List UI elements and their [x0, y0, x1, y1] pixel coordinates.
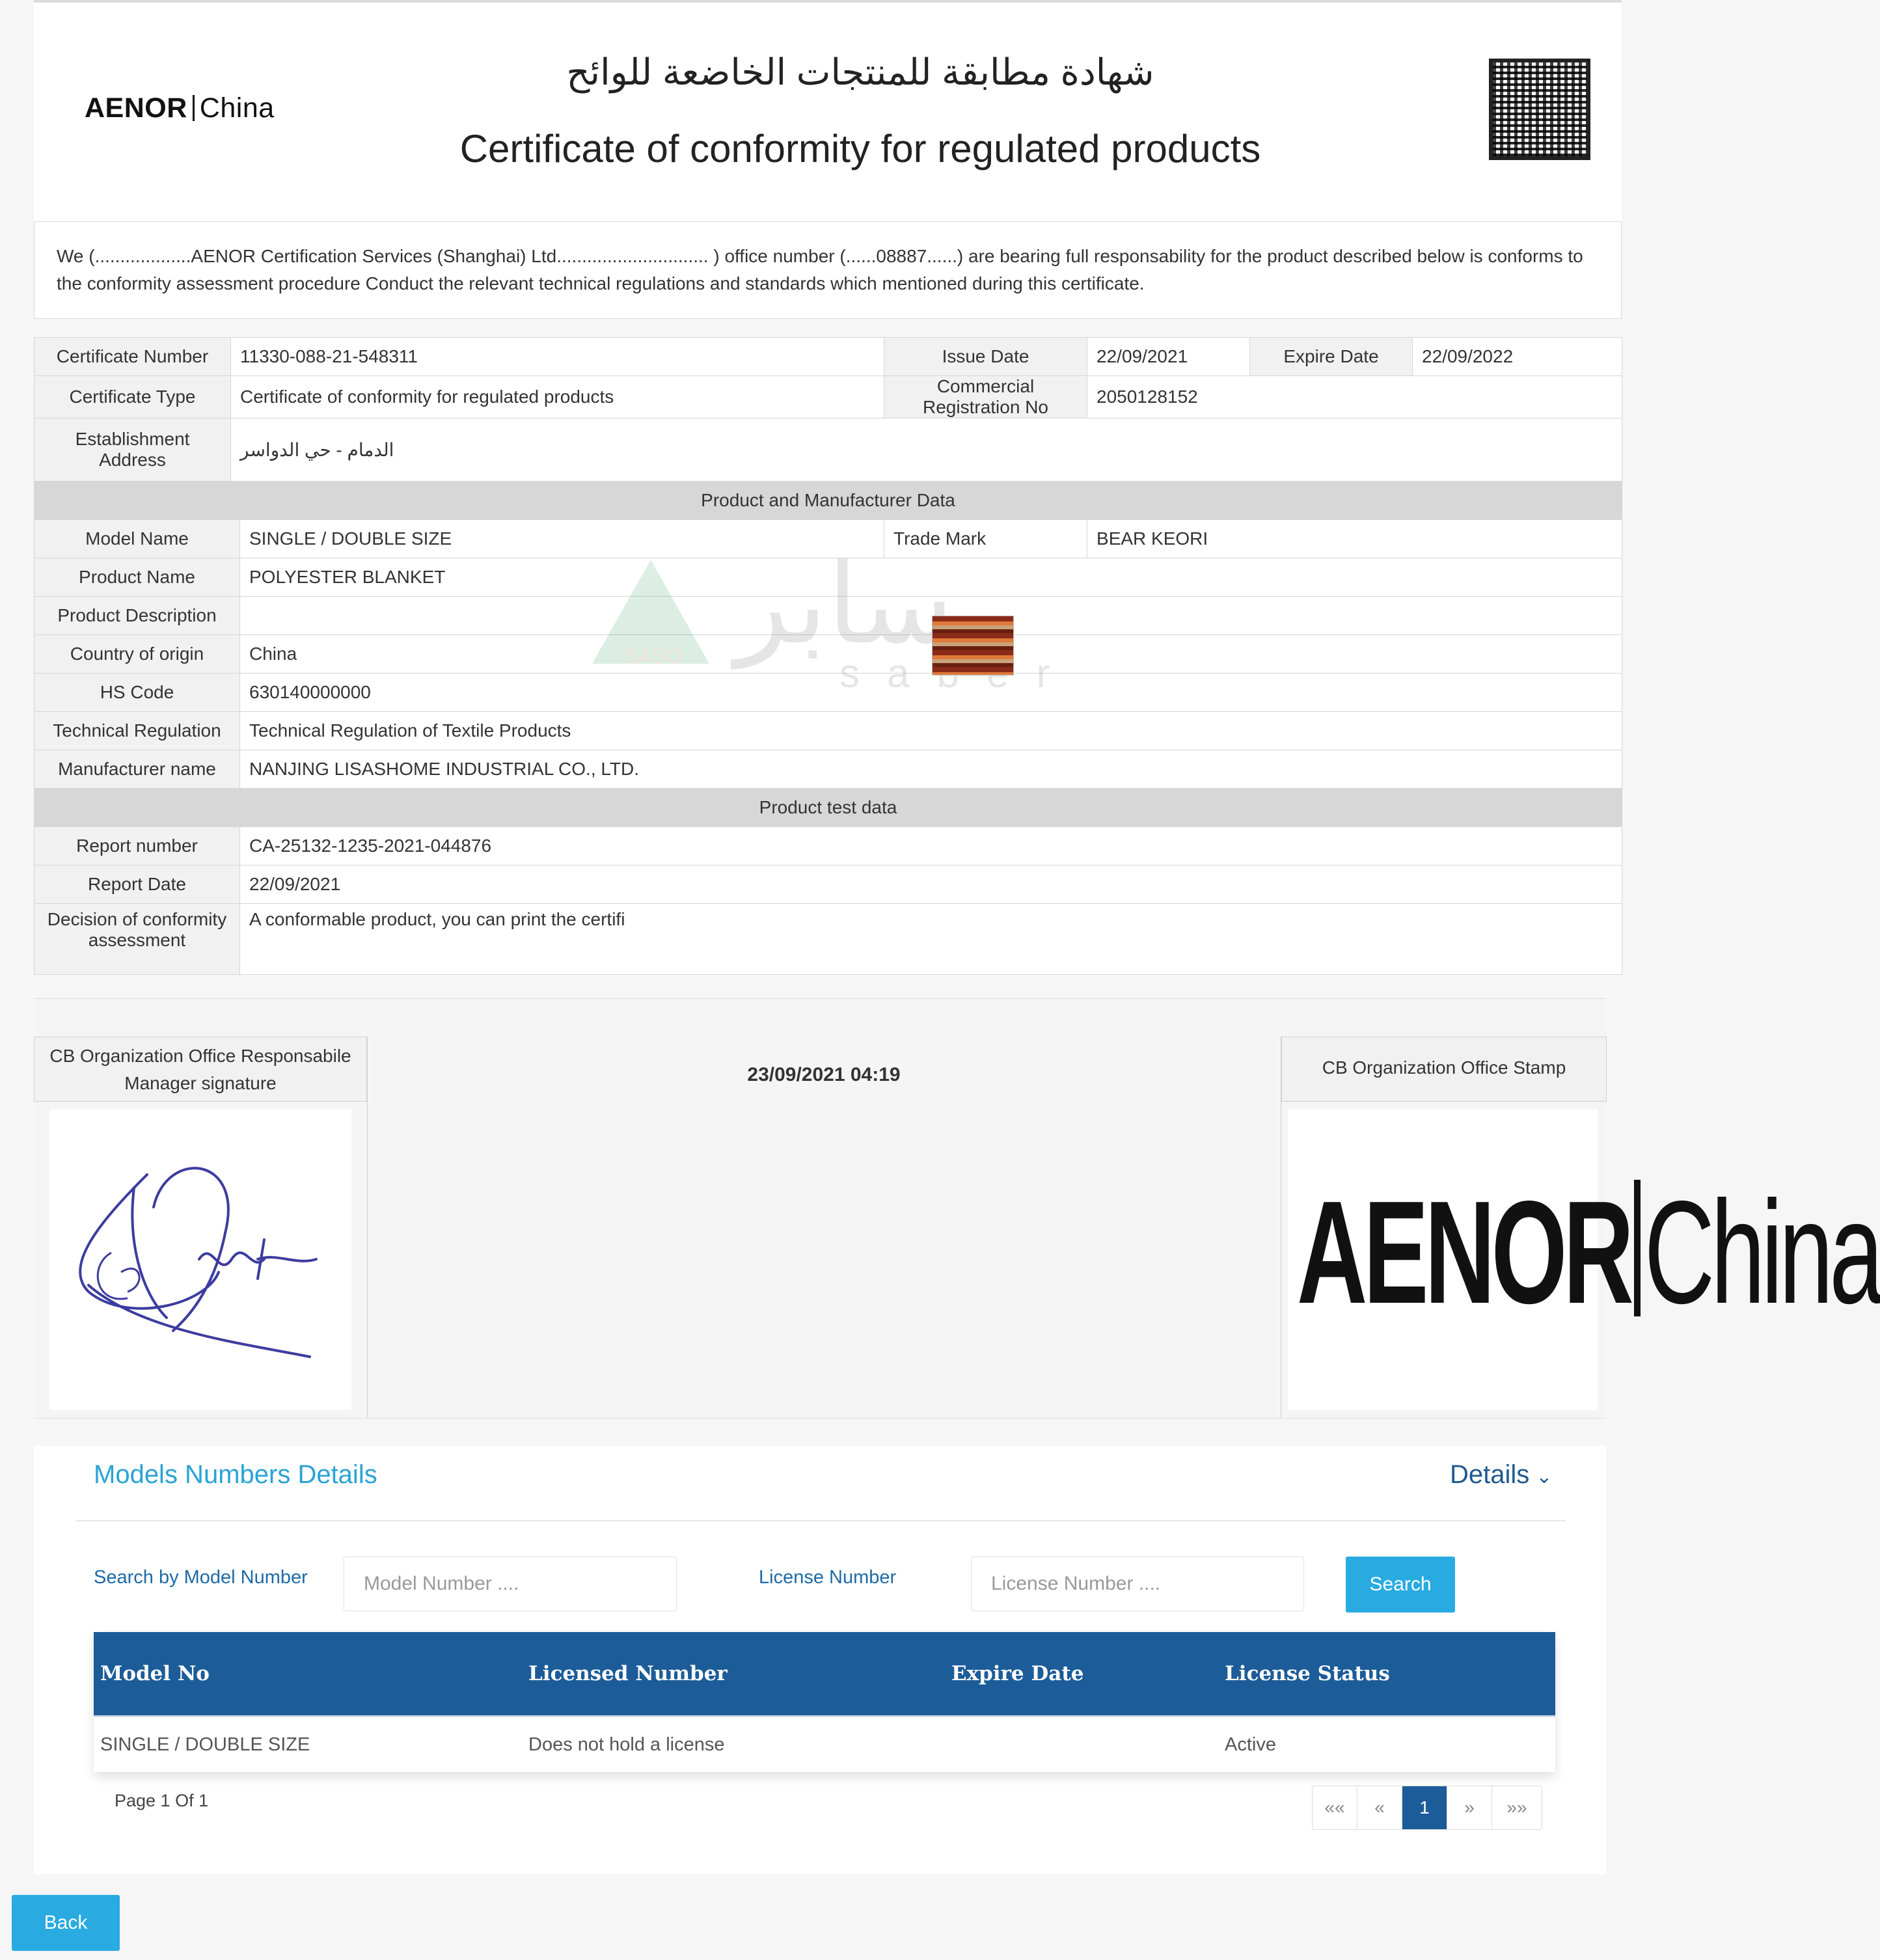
- address-value: [231, 418, 1622, 482]
- model-number-input[interactable]: [344, 1557, 677, 1611]
- license-table: [94, 1632, 1555, 1772]
- tech-reg-label: Technical Regulation: [34, 712, 240, 750]
- license-number-input[interactable]: [971, 1557, 1304, 1611]
- origin-label: Country of origin: [34, 635, 240, 674]
- decision-label: Decision of conformity assessment: [34, 904, 240, 975]
- section-divider: [75, 1520, 1566, 1521]
- signature-timestamp-panel: [368, 1037, 1280, 1418]
- search-model-label: Search by Model Number: [94, 1567, 308, 1588]
- stamp-label: CB Organization Office Stamp: [1281, 1037, 1607, 1102]
- cert-type-label: Certificate Type: [34, 376, 231, 418]
- manager-signature-panel: [34, 1037, 368, 1418]
- decision-value: A conformable product, you can print the certifi: [240, 904, 1622, 975]
- stamp-panel: [1281, 1037, 1880, 1418]
- model-name-label: Model Name: [34, 520, 240, 558]
- chevron-down-icon: ⌄: [1536, 1466, 1553, 1488]
- back-button[interactable]: Back: [12, 1895, 120, 1951]
- expire-date-label: Expire Date: [1250, 338, 1413, 376]
- aenor-logo: [85, 92, 275, 124]
- stamp-region: China: [1644, 1170, 1880, 1334]
- cell-license-status: Active: [1218, 1717, 1555, 1773]
- signature-timestamp: 23/09/2021 04:19: [747, 1064, 901, 1085]
- product-name-value: POLYESTER BLANKET: [240, 558, 1622, 597]
- cr-value: 2050128152: [1087, 376, 1622, 418]
- cell-expire-date: [945, 1717, 1218, 1773]
- origin-value: China: [240, 635, 1622, 674]
- logo-region: China: [199, 92, 275, 124]
- hs-code-value: 630140000000: [240, 674, 1622, 712]
- pager-next-button[interactable]: »: [1447, 1786, 1492, 1829]
- license-table-header: [94, 1632, 1555, 1717]
- column-licensed-number[interactable]: Licensed Number: [522, 1632, 945, 1717]
- issue-date-label: Issue Date: [884, 338, 1087, 376]
- stamp-separator: [1634, 1180, 1641, 1316]
- cert-number-label: Certificate Number: [34, 338, 231, 376]
- table-row[interactable]: [94, 1717, 1555, 1773]
- column-license-status[interactable]: License Status: [1218, 1632, 1555, 1717]
- model-name-value: SINGLE / DOUBLE SIZE: [240, 520, 884, 558]
- product-description-label: Product Description: [34, 597, 240, 635]
- test-section-title: Product test data: [34, 789, 1622, 827]
- manufacturer-label: Manufacturer name: [34, 750, 240, 789]
- qr-code-icon: [1489, 59, 1590, 160]
- search-button[interactable]: Search: [1346, 1557, 1455, 1613]
- pager-last-button[interactable]: »»: [1506, 1797, 1527, 1817]
- pager-current-page[interactable]: 1: [1402, 1786, 1447, 1829]
- issue-date-value: 22/09/2021: [1087, 338, 1250, 376]
- cr-label: Commercial Registration No: [884, 376, 1087, 418]
- expire-date-value: 22/09/2022: [1413, 338, 1622, 376]
- report-date-value: 22/09/2021: [240, 865, 1622, 904]
- trade-mark-value: BEAR KEORI: [1087, 520, 1622, 558]
- hs-code-label: HS Code: [34, 674, 240, 712]
- logo-brand: AENOR: [85, 92, 187, 124]
- product-thumbnail[interactable]: [932, 616, 1014, 675]
- models-numbers-section: [34, 1446, 1606, 1874]
- details-toggle[interactable]: [1450, 1460, 1552, 1490]
- signature-image: [49, 1109, 351, 1410]
- manager-signature-label: CB Organization Office Responsabile Manager signature: [34, 1037, 367, 1102]
- manufacturer-value: NANJING LISASHOME INDUSTRIAL CO., LTD.: [240, 750, 1622, 789]
- models-section-title: Models Numbers Details: [94, 1460, 377, 1489]
- trade-mark-label: Trade Mark: [884, 520, 1087, 558]
- signature-section: [34, 998, 1880, 1419]
- stamp-logo: [1297, 1168, 1880, 1337]
- report-number-value: CA-25132-1235-2021-044876: [240, 827, 1622, 865]
- stamp-image: [1288, 1109, 1880, 1410]
- address-label: Establishment Address: [34, 418, 231, 482]
- certificate-table: [34, 337, 1622, 975]
- address-text: الدمام - حي الدواسر: [240, 439, 394, 460]
- pager-first-button[interactable]: ««: [1313, 1786, 1357, 1829]
- cert-number-value: 11330-088-21-548311: [231, 338, 884, 376]
- logo-separator: [193, 95, 195, 121]
- cell-model-no: SINGLE / DOUBLE SIZE: [94, 1717, 522, 1773]
- product-description-value: [240, 597, 1622, 635]
- stamp-brand: AENOR: [1297, 1170, 1630, 1334]
- page-info: Page 1 Of 1: [115, 1791, 209, 1810]
- responsibility-statement: We (...................AENOR Certification Services (Shanghai) Ltd.............................. ) office number (......08887......) are bearing full responsability for the product described below is conforms to the conformity assessment procedure Conduct the relevant technical regulations and standards which mentioned during this certificate.: [34, 221, 1622, 319]
- cert-type-value: Certificate of conformity for regulated products: [231, 376, 884, 418]
- column-expire-date[interactable]: Expire Date: [945, 1632, 1218, 1717]
- license-number-label: License Number: [759, 1567, 897, 1588]
- certificate-header: [34, 0, 1622, 222]
- signature-scribble: [49, 1109, 351, 1410]
- tech-reg-value: Technical Regulation of Textile Products: [240, 712, 1622, 750]
- title-english: Certificate of conformity for regulated products: [459, 127, 1261, 170]
- product-section-title: Product and Manufacturer Data: [34, 482, 1622, 520]
- report-date-label: Report Date: [34, 865, 240, 904]
- cell-licensed-number: Does not hold a license: [522, 1717, 945, 1773]
- product-name-label: Product Name: [34, 558, 240, 597]
- pagination: [1312, 1786, 1542, 1830]
- column-model-no[interactable]: Model No: [94, 1632, 522, 1717]
- title-arabic: شهادة مطابقة للمنتجات الخاضعة للوائح: [566, 51, 1154, 92]
- pager-prev-button[interactable]: «: [1357, 1786, 1402, 1829]
- report-number-label: Report number: [34, 827, 240, 865]
- details-label: Details: [1450, 1460, 1530, 1489]
